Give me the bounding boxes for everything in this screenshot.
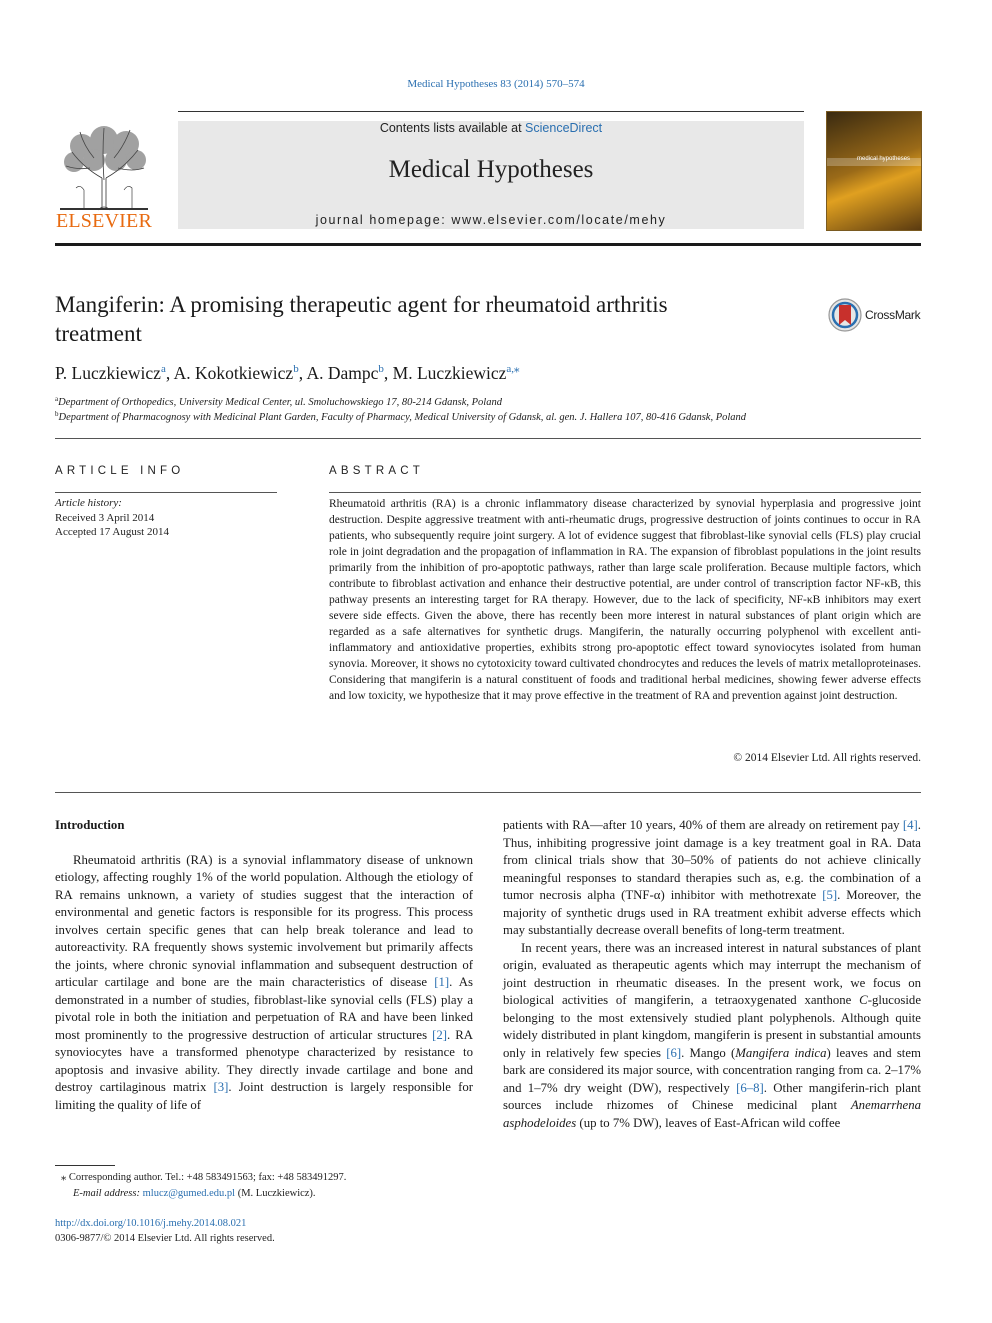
article-info-divider bbox=[55, 492, 277, 493]
corresponding-author-note: ⁎ Corresponding author. Tel.: +48 583491563; fax: +48 583491297. bbox=[61, 1172, 347, 1183]
crossmark-label[interactable]: CrossMark bbox=[865, 308, 921, 322]
crossmark-icon[interactable] bbox=[827, 297, 863, 333]
article-title bbox=[55, 290, 775, 348]
affiliation-b bbox=[55, 410, 746, 423]
introduction-heading: Introduction bbox=[55, 818, 125, 832]
citation-ref[interactable]: [2] bbox=[432, 1027, 447, 1042]
citation-ref[interactable]: [6] bbox=[666, 1045, 682, 1060]
affiliation-divider bbox=[55, 438, 921, 439]
species-name: Mangifera indica bbox=[735, 1045, 827, 1060]
footnote-rule bbox=[55, 1165, 115, 1166]
journal-name: Medical Hypotheses bbox=[388, 156, 594, 183]
citation-ref[interactable]: [6–8] bbox=[736, 1080, 764, 1095]
author-affiliation-marker[interactable]: a,⁎ bbox=[506, 363, 520, 375]
author-name[interactable]: A. Dampc bbox=[306, 363, 379, 383]
author-affiliation-marker[interactable]: a bbox=[160, 363, 166, 375]
author-affiliation-marker[interactable]: b bbox=[378, 363, 384, 375]
sciencedirect-link[interactable]: ScienceDirect bbox=[525, 121, 603, 135]
issn-copyright: 0306-9877/© 2014 Elsevier Ltd. All rights reserved. bbox=[55, 1233, 275, 1244]
email-line: E-mail address: mlucz@gumed.edu.pl (M. Luczkiewicz). bbox=[73, 1188, 316, 1199]
header-rule-top bbox=[178, 111, 804, 112]
contents-prefix: Contents lists available at bbox=[379, 121, 526, 135]
body-paragraph-2: In recent years, there was an increased interest in natural substances of plant origin, evaluated as therapeutic agents which may interrupt the mechanism of joint destruction in rheumatic diseases. In the present work, we focus on biological activities of mangiferin, a tetraoxygenated xanthone C-glucoside belonging to the most extensively studied plant polyphenols. Although quite widely distributed in plant kingdom, mangiferin is present in substantial amounts only in relatively few species [6]. Mango (Mangifera indica) leaves and stem bark are considered its major source, with concentration ranging from ca. 2–17% and 1–7% dry weight (DW), respectively [6–8]. Other mangiferin-rich plant sources include rhizomes of Chinese medicinal plant Anemarrhena asphodeloides (up to 7% DW), leaves of East-African wild coffee bbox=[503, 940, 921, 1130]
journal-citation[interactable]: Medical Hypotheses 83 (2014) 570–574 bbox=[407, 78, 585, 90]
abstract-heading: ABSTRACT bbox=[329, 465, 424, 477]
accepted-date: Accepted 17 August 2014 bbox=[55, 526, 169, 538]
article-history bbox=[55, 496, 277, 540]
abstract-text: Rheumatoid arthritis (RA) is a chronic inflammatory disease characterized by synovial hyperplasia and progressive joint destruction. Despite aggressive treatment with anti-rheumatic drugs, progressive destruction of joints continues to occur in RA patients, who subsequently require joint surgery. A lot of evidence suggest that fibroblast-like synovial cells (FLS) play crucial role in joint degradation and the propagation of inflammation in RA. The expansion of fibroblast populations in the joint results primarily from the inhibition of pro-apoptotic pathways, rather than large scale proliferation. Because multiple factors, which contribute to fibroblast activation and enhance their destructive potential, are under control of transcription factor NF-κB, this pathway presents an interesting target for RA therapy. However, due to the lack of specificity, NF-κB inhibitors may exert severe side effects. Given the above, there has recently been more interest in natural substances of plant origin which are regarded as a safe alternatives for synthetic drugs. Mangiferin, the naturally occurring polyphenol with excellent anti-inflammatory and antioxidative properties, exhibits strong pro-apoptotic effect toward synoviocytes isolated from human synovia. Moreover, it shows no cytotoxicity toward cultivated chondrocytes and reduces the levels of matrix metalloproteinases. Considering that mangiferin is a natural constituent of foods and traditional herbal medicines, showing fewer adverse effects and low toxicity, we hypothesize that it may prove effective in the treatment of RA and prevention against joint destruction. bbox=[329, 498, 921, 702]
citation-ref[interactable]: [1] bbox=[434, 975, 450, 989]
footnote bbox=[55, 1170, 475, 1202]
affiliation-a bbox=[55, 395, 502, 408]
introduction-paragraph-1: Rheumatoid arthritis (RA) is a synovial inflammatory disease of unknown etiology, affecting roughly 1% of the world population. Although the etiology of RA remains unknown, a variety of studies suggest that the interaction of environmental and genetic factors is responsible for its progress. This process involves certain specific genes that can help break tolerance and lead to autoreactivity. RA frequently shows systemic involvement but primarily affects the joints, where chronic synovial inflammation and subsequent destruction of articular cartilage and bone are the main characteristics of disease [1]. As demonstrated in a number of studies, fibroblast-like synovial cells (FLS) play a pivotal role in both the initiation and perpetuation of RA and have been linked most prominently to the progressive destruction of articular structures [2]. RA synoviocytes have a transformed phenotype characterized by resistance to apoptosis and invasive ability. They directly invade cartilage and bone and destroy cartilaginous matrix [3]. Joint destruction is largely responsible for limiting the quality of life of bbox=[55, 852, 473, 1112]
journal-homepage[interactable]: journal homepage: www.elsevier.com/locate/mehy bbox=[315, 213, 667, 227]
abstract-copyright: © 2014 Elsevier Ltd. All rights reserved. bbox=[733, 752, 921, 764]
article-info-heading: ARTICLE INFO bbox=[55, 465, 185, 477]
author-list: P. Luczkiewicz$^a$, A. Kokotkiewicz$^b$, A. Dampc$^b$, M. Luczkiewicz$^{a,⁎}$ bbox=[55, 363, 520, 383]
cover-title: medical hypotheses bbox=[857, 156, 911, 162]
contents-line bbox=[178, 121, 804, 135]
body-column-right bbox=[503, 817, 921, 1132]
article-title-line-2: treatment bbox=[55, 321, 142, 346]
doi-link[interactable]: http://dx.doi.org/10.1016/j.mehy.2014.08.021 bbox=[55, 1218, 247, 1229]
article-title-line-1: Mangiferin: A promising therapeutic agent for rheumatoid arthritis bbox=[55, 292, 668, 317]
journal-cover-thumbnail[interactable] bbox=[826, 111, 922, 231]
received-date: Received 3 April 2014 bbox=[55, 511, 155, 524]
email-link[interactable]: mlucz@gumed.edu.pl bbox=[142, 1188, 236, 1199]
species-name: Anemarrhena asphodeloides bbox=[503, 1098, 921, 1130]
affiliation-marker: b bbox=[55, 410, 59, 418]
body-column-left bbox=[55, 817, 473, 1114]
affiliation-marker: a bbox=[55, 395, 59, 403]
abstract-bottom-divider bbox=[55, 792, 921, 793]
affiliation-text: Department of Orthopedics, University Medical Center, ul. Smoluchowskiego 17, 80-214 Gdansk, Poland bbox=[58, 397, 502, 408]
abstract-divider bbox=[329, 492, 921, 493]
doi-block bbox=[55, 1216, 275, 1246]
author-affiliation-marker[interactable]: b bbox=[293, 363, 299, 375]
affiliation-text: Department of Pharmacognosy with Medicinal Plant Garden, Faculty of Pharmacy, Medical University of Gdansk, al. gen. J. Hallera 107, 80-416 Gdansk, Poland bbox=[58, 412, 747, 423]
body-paragraph-continued: patients with RA—after 10 years, 40% of them are already on retirement pay [4]. Thus, inhibiting progressive joint damage is a key treatment goal in RA. Data from clinical trials show that 30–50% of patients do not achieve clinically meaningful responses to standard therapies such as, e.g. the combination of a tumor necrosis alpha (TNF-α) inhibitor with methotrexate [5]. Moreover, the majority of synthetic drugs used in RA treatment exhibit adverse effects which may substantially decrease overall benefits of long-term treatment. bbox=[503, 818, 921, 937]
citation-ref[interactable]: [5] bbox=[822, 888, 838, 902]
author-name[interactable]: P. Luczkiewicz bbox=[55, 363, 161, 383]
citation-ref[interactable]: [4] bbox=[902, 818, 918, 832]
citation-ref[interactable]: [3] bbox=[213, 1080, 229, 1094]
elsevier-wordmark: ELSEVIER bbox=[55, 210, 153, 232]
author-name[interactable]: M. Luczkiewicz bbox=[392, 363, 507, 383]
header-rule-bottom bbox=[55, 243, 921, 246]
author-name[interactable]: A. Kokotkiewicz bbox=[173, 363, 294, 383]
article-history-label: Article history: bbox=[55, 497, 122, 509]
